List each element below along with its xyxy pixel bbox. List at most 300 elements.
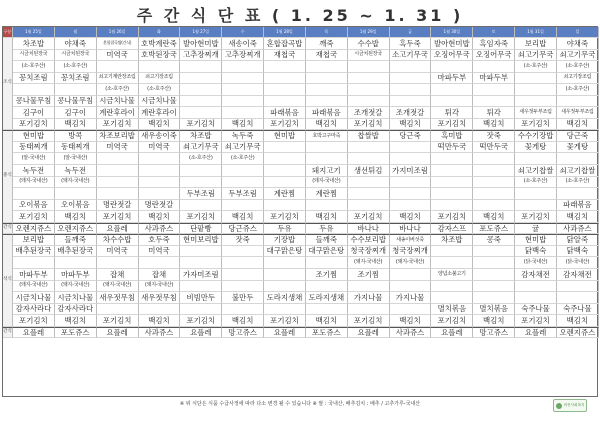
header-date: 1월 29일 (348, 27, 390, 38)
menu-cell: 콩나물무침 (13, 96, 55, 108)
menu-cell: 명란젓갈 (97, 200, 139, 212)
menu-cell: 백김치 (557, 211, 599, 223)
menu-cell: 동태찌개 (55, 142, 97, 154)
menu-cell (473, 292, 515, 304)
menu-cell: 대구맑은탕 (264, 246, 306, 258)
menu-cell: 녹두전 (13, 165, 55, 177)
menu-cell: 보리밥 (13, 234, 55, 246)
menu-cell: 시금치나물 (13, 292, 55, 304)
menu-cell (222, 84, 264, 96)
menu-cell: (소-호주산) (515, 177, 557, 189)
menu-cell (264, 96, 306, 108)
menu-cell: 포도쥬스 (55, 327, 97, 339)
menu-cell: 요플레 (13, 327, 55, 339)
menu-cell: 백김치 (139, 315, 181, 327)
menu-cell (264, 304, 306, 316)
menu-cell: 망고쥬스 (473, 327, 515, 339)
menu-cell (431, 96, 473, 108)
menu-cell (222, 257, 264, 269)
menu-cell (222, 269, 264, 281)
menu-cell: (소-호주산) (557, 177, 599, 189)
menu-cell (55, 84, 97, 96)
menu-cell (180, 200, 222, 212)
header-weekday: 화 (139, 27, 181, 38)
menu-cell (431, 177, 473, 189)
menu-cell (473, 165, 515, 177)
menu-cell (264, 257, 306, 269)
menu-cell (306, 61, 348, 73)
menu-cell: 바나나 (348, 223, 390, 235)
menu-cell: 파래볶음 (557, 200, 599, 212)
menu-cell: 찹쌀밥 (348, 130, 390, 142)
menu-cell (264, 269, 306, 281)
menu-cell: 백김치 (55, 211, 97, 223)
menu-cell: 미역국 (97, 50, 139, 62)
menu-cell: 김구이 (55, 107, 97, 119)
menu-cell: 백김치 (222, 211, 264, 223)
menu-cell: (돼지-국내산) (97, 281, 139, 293)
menu-cell (306, 257, 348, 269)
menu-cell: 오징어무국 (431, 50, 473, 62)
menu-cell (264, 165, 306, 177)
menu-cell: 호박된장국 (139, 50, 181, 62)
menu-cell: 조기찜 (306, 269, 348, 281)
menu-cell: (소-호주산) (55, 61, 97, 73)
menu-cell: 시금치나물 (55, 292, 97, 304)
menu-cell: 흑임자죽 (473, 38, 515, 50)
menu-cell (222, 107, 264, 119)
menu-cell (180, 246, 222, 258)
menu-cell: 쇠고기계란장조림 (97, 73, 139, 85)
menu-cell: 백김치 (306, 315, 348, 327)
menu-cell (180, 107, 222, 119)
menu-cell (473, 188, 515, 200)
menu-cell: (소-호주산) (222, 153, 264, 165)
menu-cell (348, 188, 390, 200)
header-date: 1월 27일 (180, 27, 222, 38)
menu-cell (431, 292, 473, 304)
menu-cell: 포기김치 (431, 119, 473, 131)
menu-cell (557, 153, 599, 165)
menu-cell: 튀각 (431, 107, 473, 119)
menu-cell: (소-호주산) (180, 153, 222, 165)
menu-cell: 새송이죽 (222, 38, 264, 50)
menu-cell (348, 61, 390, 73)
menu-cell: 포기김치 (431, 315, 473, 327)
header-weekday: 월 (55, 27, 97, 38)
menu-cell: 재첩국 (264, 50, 306, 62)
menu-cell (180, 304, 222, 316)
menu-cell: 사과쥬스 (390, 327, 432, 339)
menu-cell: 가지미조림 (390, 165, 432, 177)
menu-cell (264, 281, 306, 293)
menu-cell: 계란찜 (264, 188, 306, 200)
menu-cell (431, 188, 473, 200)
menu-cell (180, 165, 222, 177)
menu-cell: 고추장찌개 (222, 50, 264, 62)
menu-cell: 백김치 (473, 211, 515, 223)
menu-cell: 현미밥 (13, 130, 55, 142)
menu-cell: 계란후라이 (97, 107, 139, 119)
menu-cell: 포기김치 (515, 119, 557, 131)
menu-cell (180, 84, 222, 96)
menu-cell: 감자스프 (431, 223, 473, 235)
menu-cell: 쇠고기장조림 (139, 73, 181, 85)
menu-cell (264, 142, 306, 154)
logo-leaf-icon (556, 403, 562, 409)
menu-cell (264, 84, 306, 96)
menu-cell: 두유 (306, 223, 348, 235)
menu-cell (473, 84, 515, 96)
menu-cell (139, 153, 181, 165)
menu-cell: (돼지-국내산) (13, 177, 55, 189)
menu-cell: 대구맑은탕 (306, 246, 348, 258)
menu-cell (473, 200, 515, 212)
page-title: 주 간 식 단 표 ( 1. 25 ~ 1. 31 ) (136, 6, 464, 25)
menu-cell: 미역국 (139, 246, 181, 258)
menu-cell: 당근죽 (557, 130, 599, 142)
menu-cell (222, 304, 264, 316)
menu-cell: 단팥빵 (180, 223, 222, 235)
menu-cell: 시금치된장국 (13, 50, 55, 62)
menu-cell: 마파두부 (473, 73, 515, 85)
menu-cell: 당근쥬스 (222, 223, 264, 235)
menu-cell: 닭알죽 (557, 234, 599, 246)
menu-cell: 조기찜 (348, 269, 390, 281)
menu-cell (139, 188, 181, 200)
menu-cell (139, 177, 181, 189)
menu-cell: 오렌지쥬스 (55, 223, 97, 235)
menu-cell: (돼지-국내산) (390, 257, 432, 269)
menu-cell: 차조밥 (13, 38, 55, 50)
menu-cell: 수수기장밥 (515, 130, 557, 142)
menu-cell (222, 246, 264, 258)
menu-cell: 꽃게탕 (557, 142, 599, 154)
menu-cell: 요플레 (264, 327, 306, 339)
menu-cell: 배추된장국 (13, 246, 55, 258)
menu-cell (348, 177, 390, 189)
menu-cell: 꽁치조림 (13, 73, 55, 85)
menu-cell: 쇠고기찹쌀 (557, 165, 599, 177)
menu-cell: (돼지-국내산) (348, 257, 390, 269)
menu-cell: 포기김치 (264, 315, 306, 327)
menu-cell: 감자채전 (515, 269, 557, 281)
header-weekday: 목 (306, 27, 348, 38)
header-date: 1월 30일 (431, 27, 473, 38)
menu-cell: 동태찌개 (13, 142, 55, 154)
menu-cell (390, 142, 432, 154)
menu-cell (515, 73, 557, 85)
menu-cell: 포기김치 (97, 315, 139, 327)
menu-cell (348, 153, 390, 165)
menu-cell: 쇠고기무국 (557, 50, 599, 62)
menu-cell (55, 257, 97, 269)
menu-cell (139, 304, 181, 316)
menu-cell: 두부조림 (180, 188, 222, 200)
menu-cell: 수수밥 (348, 38, 390, 50)
menu-cell: 감자사라다 (13, 304, 55, 316)
menu-cell (264, 200, 306, 212)
menu-cell (264, 153, 306, 165)
menu-cell: 포기김치 (515, 211, 557, 223)
header-date: 1월 28일 (264, 27, 306, 38)
menu-cell: 오이볶음 (55, 200, 97, 212)
menu-cell (515, 84, 557, 96)
menu-cell (515, 281, 557, 293)
menu-cell: 닭백숙 (557, 246, 599, 258)
menu-cell: 오이볶음 (13, 200, 55, 212)
menu-cell (348, 200, 390, 212)
header-date: 1월 31일 (515, 27, 557, 38)
menu-cell: 귤 (515, 223, 557, 235)
menu-cell (55, 188, 97, 200)
menu-cell: 소고기무국 (390, 50, 432, 62)
menu-cell: 백김치 (222, 315, 264, 327)
menu-cell (431, 153, 473, 165)
menu-cell: 흑두죽 (390, 38, 432, 50)
menu-table (2, 26, 598, 397)
footer-note: ※ 위 식단은 식품 수급사정에 따라 다소 변경 될 수 있습니다 ※ 쌀 : 국내산, 배추김치 : 배추 / 고추가루-국내산 (179, 401, 421, 407)
menu-cell (557, 281, 599, 293)
menu-cell: 요플레 (515, 327, 557, 339)
menu-cell: 닭백숙 (515, 246, 557, 258)
menu-cell: 포기김치 (13, 315, 55, 327)
menu-cell (139, 165, 181, 177)
menu-cell: 차조보리밥 (97, 130, 139, 142)
menu-cell (557, 96, 599, 108)
menu-cell (390, 188, 432, 200)
menu-cell (306, 281, 348, 293)
menu-cell: 백김치 (222, 119, 264, 131)
menu-cell: 들깨죽 (55, 234, 97, 246)
menu-cell (473, 269, 515, 281)
menu-cell: 현미보리밥 (180, 234, 222, 246)
menu-cell (431, 200, 473, 212)
menu-cell: 파래볶음 (264, 107, 306, 119)
menu-cell (348, 84, 390, 96)
menu-cell (473, 61, 515, 73)
menu-cell (348, 281, 390, 293)
menu-cell: 발아현미밥 (180, 38, 222, 50)
menu-cell (222, 281, 264, 293)
menu-cell: 오렌지쥬스 (13, 223, 55, 235)
menu-cell: 포도쥬스 (473, 223, 515, 235)
menu-cell: 망고쥬스 (222, 327, 264, 339)
menu-cell (390, 200, 432, 212)
menu-cell (97, 188, 139, 200)
menu-cell: 쇠고기찹쌀 (515, 165, 557, 177)
menu-cell (306, 142, 348, 154)
menu-cell (264, 61, 306, 73)
menu-cell: 숙주나물 (557, 304, 599, 316)
menu-cell (306, 200, 348, 212)
menu-cell (431, 246, 473, 258)
menu-cell: 백김치 (557, 315, 599, 327)
menu-cell: 흑미밥 (431, 130, 473, 142)
menu-cell (180, 73, 222, 85)
menu-cell: 바나나 (390, 223, 432, 235)
header-weekday: 수 (222, 27, 264, 38)
menu-cell (515, 96, 557, 108)
menu-cell: 배추된장국 (55, 246, 97, 258)
menu-cell: 가지나물 (348, 292, 390, 304)
menu-cell: 청국장찌개 (390, 246, 432, 258)
menu-cell: 당근죽 (390, 130, 432, 142)
menu-cell (473, 153, 515, 165)
menu-cell: 콩죽 (473, 234, 515, 246)
menu-cell: 녹두죽 (222, 130, 264, 142)
menu-cell: 백김치 (139, 211, 181, 223)
menu-cell: 새송이버섯죽 (390, 234, 432, 246)
menu-cell: 포도쥬스 (306, 327, 348, 339)
menu-cell (180, 257, 222, 269)
menu-cell: 포기김치 (180, 119, 222, 131)
menu-cell: 사과쥬스 (139, 223, 181, 235)
menu-cell (348, 73, 390, 85)
menu-cell: (돼지-국내산) (306, 177, 348, 189)
menu-cell (557, 188, 599, 200)
menu-cell: 포기김치 (180, 211, 222, 223)
menu-cell: 쇠고기무국 (222, 142, 264, 154)
menu-cell: 포기김치 (348, 119, 390, 131)
menu-cell: 양념소불고기 (431, 269, 473, 281)
menu-cell (390, 304, 432, 316)
menu-cell (97, 61, 139, 73)
menu-cell: 포기김치 (97, 211, 139, 223)
header-weekday: 토 (473, 27, 515, 38)
menu-cell: (소-호주산) (139, 84, 181, 96)
menu-cell (473, 257, 515, 269)
menu-cell: 호두죽 (139, 234, 181, 246)
menu-cell (306, 96, 348, 108)
menu-cell: 차조밥 (431, 234, 473, 246)
menu-cell (390, 96, 432, 108)
menu-cell: 시금치된장국 (55, 50, 97, 62)
menu-cell: 새우젓무침 (139, 292, 181, 304)
header-date: 1월 25일 (13, 27, 55, 38)
menu-cell: 차조밥 (180, 130, 222, 142)
menu-cell (97, 177, 139, 189)
menu-cell: 오징어무국 (473, 50, 515, 62)
menu-cell: (돼지-국내산) (55, 281, 97, 293)
menu-cell (390, 61, 432, 73)
menu-cell (473, 96, 515, 108)
menu-cell: (소-호주산) (13, 61, 55, 73)
logo-text: 비전사회복지 (563, 403, 585, 407)
menu-cell: 백김치 (55, 119, 97, 131)
menu-cell: 쇠고기무국 (515, 50, 557, 62)
menu-cell (97, 165, 139, 177)
meal-label: 간식 (3, 327, 13, 339)
menu-cell: 가자미조림 (180, 269, 222, 281)
menu-cell (139, 257, 181, 269)
menu-cell: 고추장찌개 (180, 50, 222, 62)
menu-cell: 돼지고기 (306, 165, 348, 177)
menu-cell: 새우젓무침 (97, 292, 139, 304)
menu-cell: 감자사라다 (55, 304, 97, 316)
menu-cell: 조개젓갈 (390, 107, 432, 119)
menu-cell (306, 84, 348, 96)
menu-cell (222, 200, 264, 212)
menu-cell: 새우젓두부조림 (515, 107, 557, 119)
menu-cell: 떡만두국 (431, 142, 473, 154)
menu-cell (13, 188, 55, 200)
menu-cell: 호박고구마죽 (306, 130, 348, 142)
menu-cell: 요플레 (431, 327, 473, 339)
menu-cell (180, 61, 222, 73)
menu-cell: 두유 (264, 223, 306, 235)
menu-cell: 포기김치 (264, 211, 306, 223)
menu-cell: 요플레 (97, 223, 139, 235)
menu-cell: 멸치볶음 (473, 304, 515, 316)
menu-cell: 파래볶음 (306, 107, 348, 119)
menu-cell (390, 177, 432, 189)
menu-cell: 포기김치 (515, 315, 557, 327)
menu-cell (306, 304, 348, 316)
menu-cell: 계란후라이 (139, 107, 181, 119)
menu-cell: (소-호주산) (515, 61, 557, 73)
menu-cell: 명란젓갈 (139, 200, 181, 212)
menu-cell (222, 165, 264, 177)
menu-cell: 녹두전 (55, 165, 97, 177)
menu-cell: 현미밥 (515, 234, 557, 246)
menu-cell (515, 188, 557, 200)
menu-cell: 쇠고기무국 (180, 142, 222, 154)
organization-logo (553, 399, 587, 412)
menu-cell: 혼합잡곡밥(간식) (97, 38, 139, 50)
menu-cell: 호박계란죽 (139, 38, 181, 50)
menu-cell: 백김치 (55, 315, 97, 327)
menu-cell: 오렌지쥬스 (557, 327, 599, 339)
menu-cell: 야채죽 (55, 38, 97, 50)
menu-cell: 마파두부 (13, 269, 55, 281)
menu-cell: 차수수밥 (97, 234, 139, 246)
meal-label: 간식 (3, 223, 13, 235)
menu-cell: 마파두부 (55, 269, 97, 281)
menu-cell: 현미밥 (264, 130, 306, 142)
menu-cell (473, 246, 515, 258)
menu-cell (515, 292, 557, 304)
menu-cell: 백김치 (306, 211, 348, 223)
menu-cell: 도라지생채 (264, 292, 306, 304)
menu-cell (348, 96, 390, 108)
menu-cell (180, 281, 222, 293)
menu-cell: 백김치 (390, 119, 432, 131)
menu-cell: (알-국내산) (13, 153, 55, 165)
menu-cell (431, 165, 473, 177)
menu-cell (348, 304, 390, 316)
menu-cell: 두부조림 (222, 188, 264, 200)
menu-cell: 혼합잡곡밥 (264, 38, 306, 50)
menu-cell: 잡채 (139, 269, 181, 281)
menu-cell: 생선튀김 (348, 165, 390, 177)
menu-cell: 들깨죽 (306, 234, 348, 246)
menu-cell (222, 96, 264, 108)
menu-cell: 백김치 (557, 119, 599, 131)
menu-cell: 요플레 (180, 327, 222, 339)
menu-cell: 숙주나물 (515, 304, 557, 316)
menu-cell: 시금치나물 (139, 96, 181, 108)
menu-cell: 조개젓갈 (348, 107, 390, 119)
menu-cell: 꽁치조림 (55, 73, 97, 85)
menu-cell: 보리밥 (515, 38, 557, 50)
menu-cell: (알-국내산) (55, 153, 97, 165)
menu-cell (390, 281, 432, 293)
menu-cell (390, 153, 432, 165)
menu-cell: 재첩국 (306, 50, 348, 62)
menu-cell: (돼지-국내산) (55, 177, 97, 189)
menu-cell (264, 73, 306, 85)
